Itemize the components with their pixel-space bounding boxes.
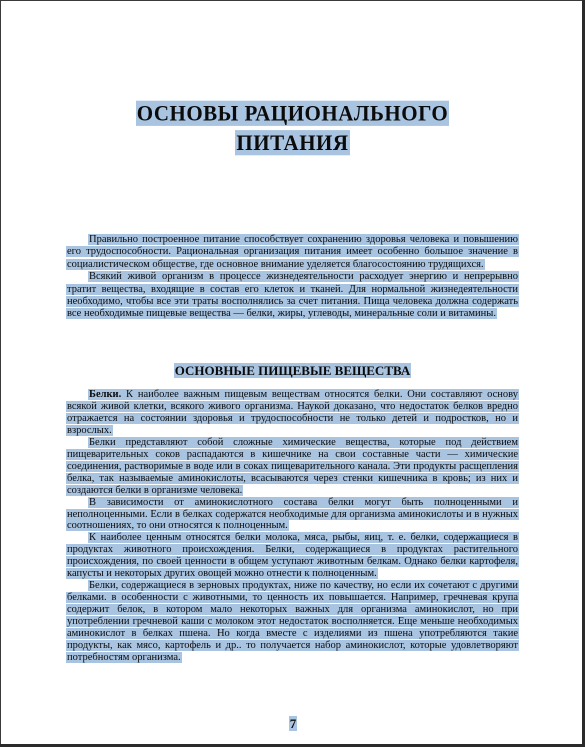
title-line-2: ПИТАНИЯ bbox=[236, 130, 349, 156]
intro-paragraph-1: Правильно построенное питание способствует сохранению здоровья человека и повышению его трудоспособности. Рациональная организация питания имеет особенно большое значение в социалистическом обществе, где основное внимание уделяется благосостоянию трудящихся. bbox=[67, 234, 518, 270]
title-line-1: ОСНОВЫ РАЦИОНАЛЬНОГО bbox=[136, 100, 449, 126]
page-number: 7 bbox=[289, 716, 297, 731]
body-paragraph-2: Белки представляют собой сложные химические вещества, которые под действием пищеварительных соков распадаются в кишечнике на свои составные части — химические соединения, растворимые в воде или в соках пищеварительного канала. Эти продукты расщепления белка, так называемые аминокислоты, всасываются через стенки кишечника в кровь; из них и создаются белки в организме человека. bbox=[67, 436, 518, 496]
body-paragraph-3: В зависимости от аминокислотного состава белки могут быть полноценными и неполноценными. Если в белках содержатся необходимые для организма аминокислоты и в нужных соотношениях, то они относятся к полноценным. bbox=[67, 496, 518, 532]
body-paragraph-5: Белки, содержащиеся в зерновых продуктах, ниже по качеству, но если их сочетают с другими белками. в особенности с животными, то ценность их повышается. Например, гречневая крупа содержит белок, в котором мало некоторых важных для организма аминокислот, но при употреблении гречневой каши с молоком этот недостаток восполняется. Еще меньше необходимых аминокислот в белках пшена. Но когда вместе с изделиями из пшена употребляются такие продукты, как мясо, картофель и др.. то получается набор аминокислот, которые удовлетворяют потребностям организма. bbox=[67, 580, 518, 663]
intro-section bbox=[66, 234, 519, 321]
body-paragraph-4: К наиболее ценным относятся белки молока, мяса, рыбы, яиц, т. е. белки, содержащиеся в продуктах животного происхождения. Белки, содержащиеся в продуктах растительного происхождения, по своей ценности в общем уступают животным белкам. Однако белки картофеля, капусты и некоторых других овощей можно отнести к полноценным. bbox=[67, 532, 518, 580]
page-title bbox=[60, 99, 525, 158]
lead-word: Белки. bbox=[89, 389, 122, 400]
section-heading: ОСНОВНЫЕ ПИЩЕВЫЕ ВЕЩЕСТВА bbox=[174, 363, 411, 378]
body-paragraph-1: Белки. К наиболее важным пищевым веществам относятся белки. Они составляют основу всякой живой клетки, всякого живого организма. Наукой доказано, что недостаток белков вредно отражается на состоянии здоровья и трудоспособности не только детей и подростков, но и взрослых. bbox=[67, 389, 519, 436]
section-body bbox=[66, 389, 519, 664]
intro-paragraph-2: Всякий живой организм в процессе жизнедеятельности расходует энергию и непрерывно тратит вещества, входящие в состав его клеток и тканей. Для нормальной жизнедеятельности необходимо, чтобы все эти траты восполнялись за счет питания. Пища человека должна содержать все необходимые пищевые вещества — белки, жиры, углеводы, минеральные соли и витамины. bbox=[67, 271, 518, 320]
